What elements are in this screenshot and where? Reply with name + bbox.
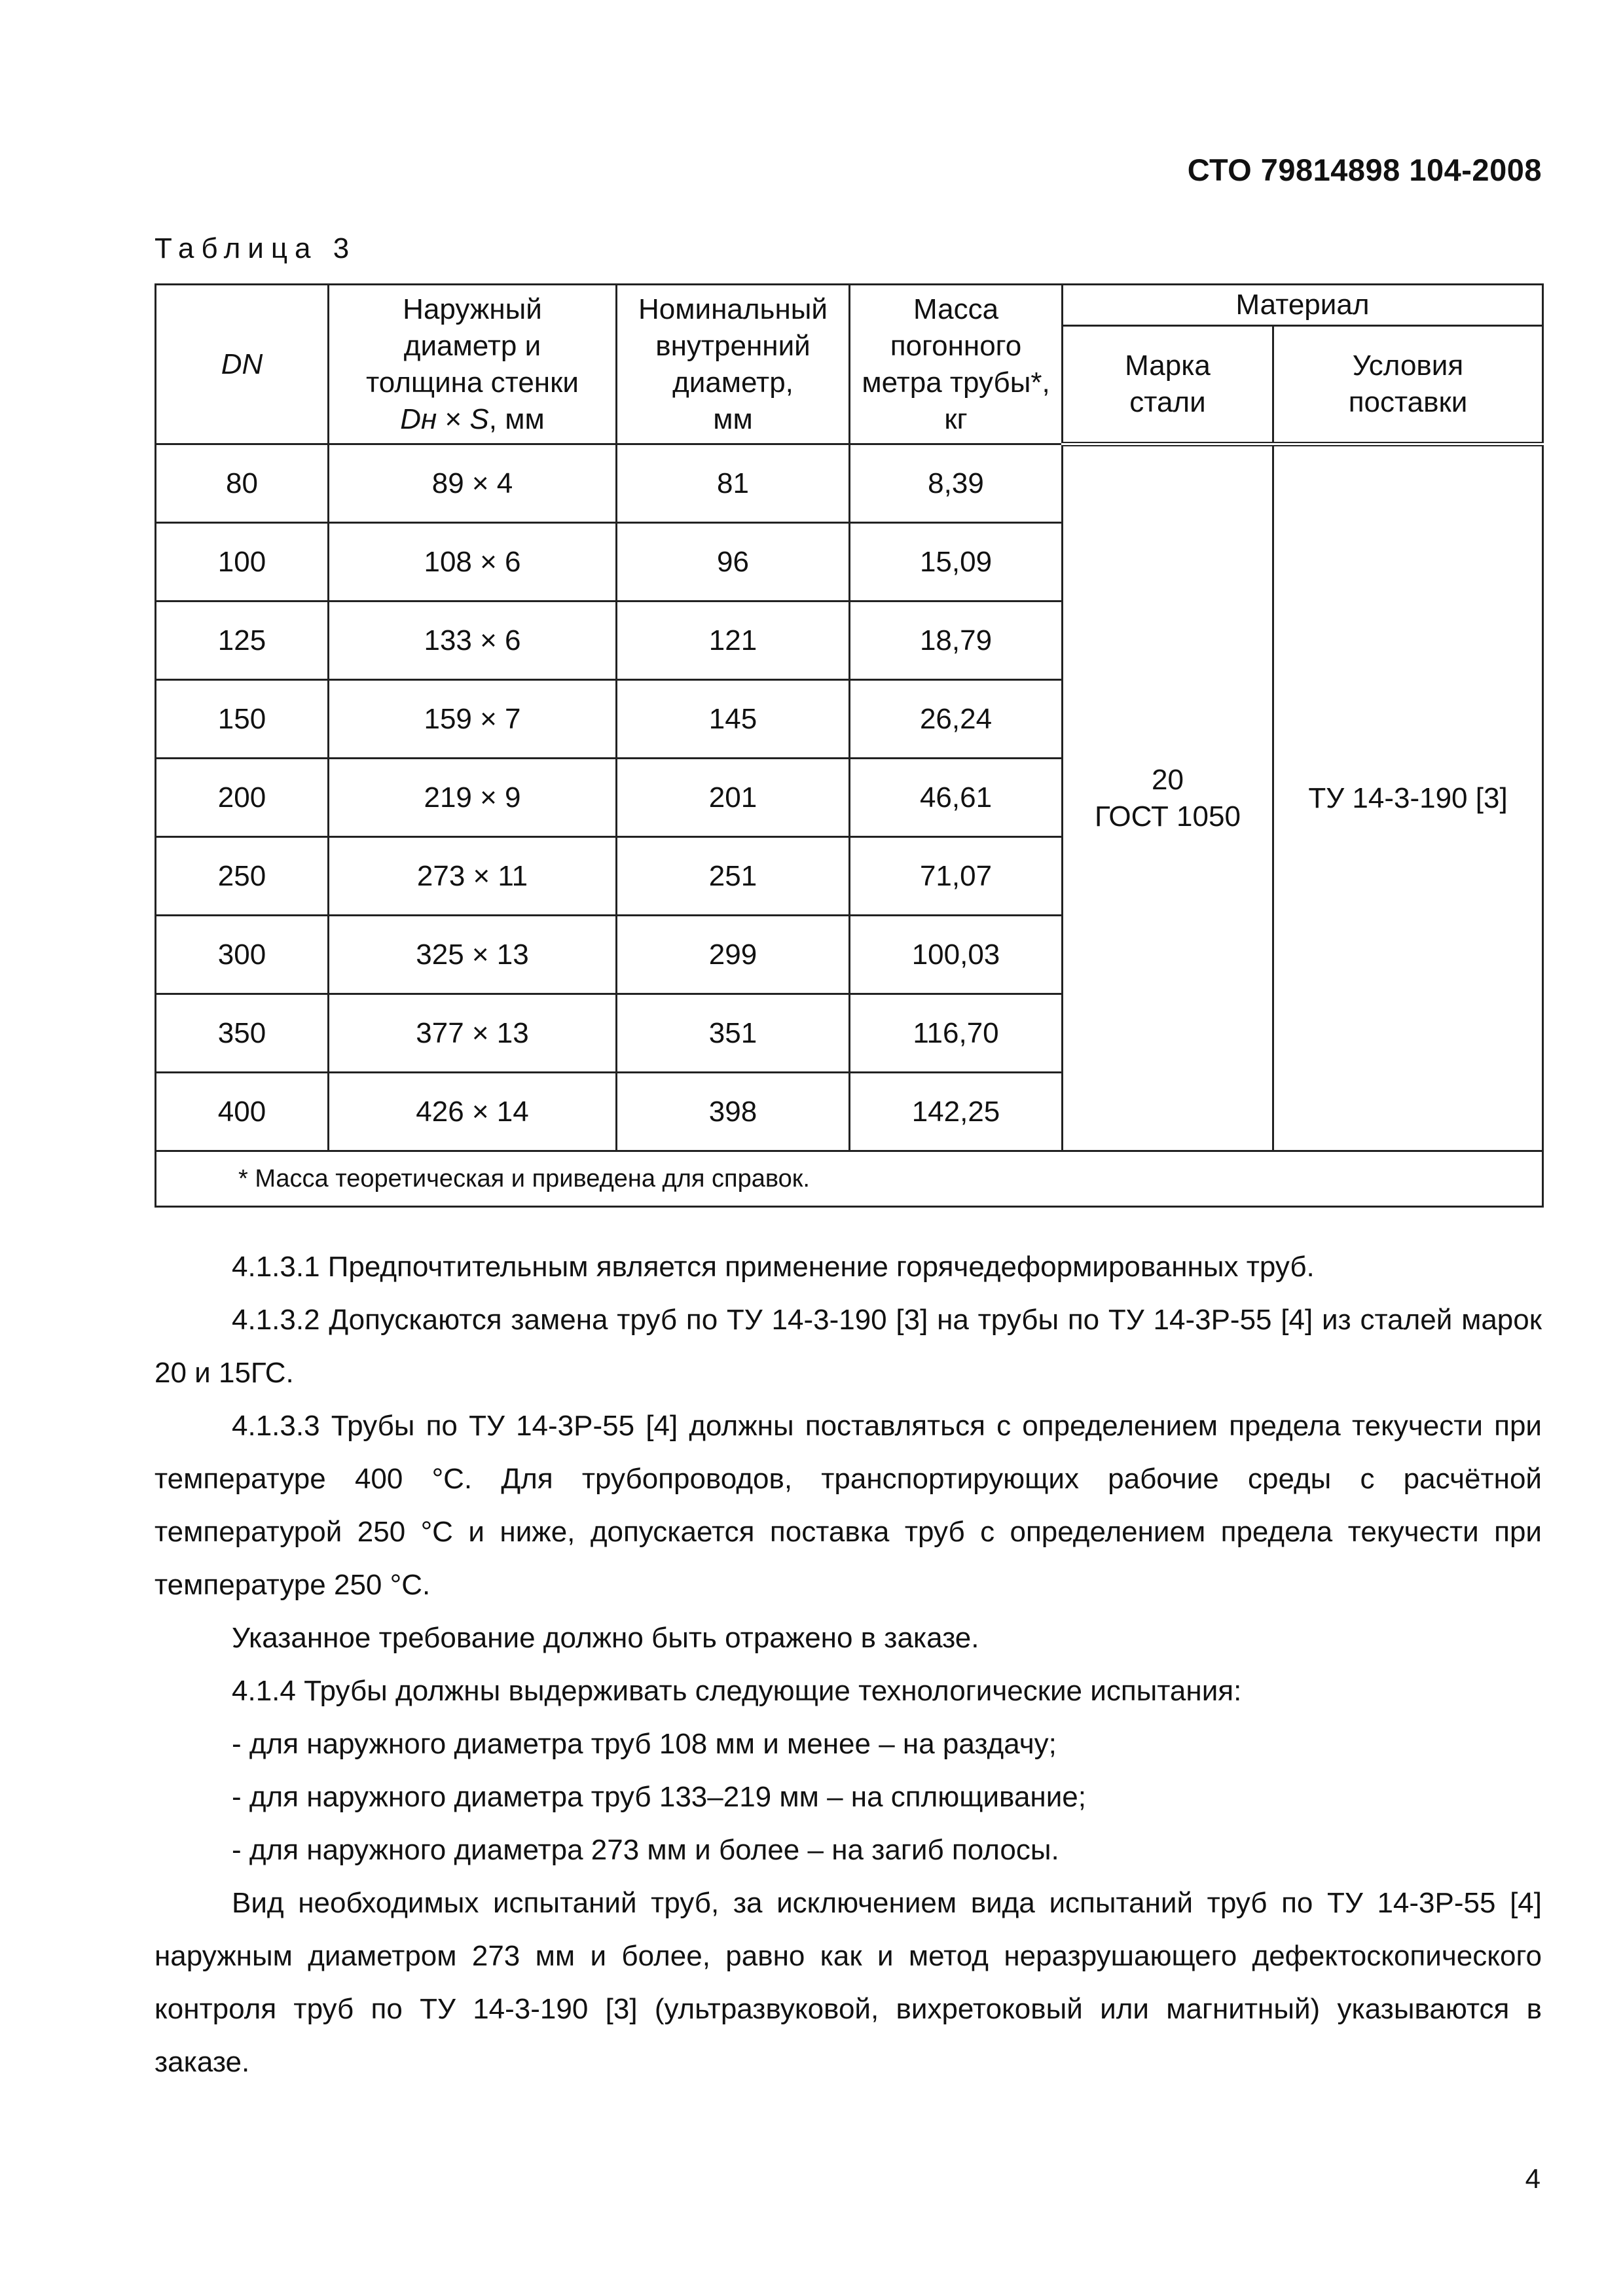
cell-size: 159 × 7	[329, 680, 617, 759]
cell-inner: 351	[617, 994, 850, 1073]
cell-size: 89 × 4	[329, 444, 617, 523]
page-number: 4	[1525, 2163, 1541, 2194]
cell-size: 325 × 13	[329, 916, 617, 994]
paragraph: 4.1.3.3 Трубы по ТУ 14-3Р-55 [4] должны поставляться с определением предела текучести при температуре 400 °С. Для трубопроводов, транспортирующих рабочие среды с расчётной температурой 250 °С и ниже, допускается поставка труб с определением предела текучести при температуре 250 °С.	[155, 1410, 1542, 1601]
cell-mass: 116,70	[850, 994, 1063, 1073]
paragraph: Вид необходимых испытаний труб, за исключением вида испытаний труб по ТУ 14-3Р-55 [4] наружным диаметром 273 мм и более, равно как и метод неразрушающего дефектоскопического контроля труб по ТУ 14-3-190 [3] (ультразвуковой, вихретоковый или магнитный) указываются в заказе.	[155, 1887, 1542, 2078]
header-dn: DN	[156, 285, 329, 444]
cell-mass: 71,07	[850, 837, 1063, 916]
document-code: СТО 79814898 104-2008	[1187, 152, 1542, 187]
cell-dn: 100	[156, 523, 329, 601]
cell-size: 426 × 14	[329, 1073, 617, 1151]
cell-steel-grade: 20 ГОСТ 1050	[1063, 444, 1273, 1151]
cell-dn: 200	[156, 759, 329, 837]
paragraph: Указанное требование должно быть отражено в заказе.	[232, 1622, 979, 1654]
cell-dn: 300	[156, 916, 329, 994]
cell-dn: 350	[156, 994, 329, 1073]
cell-inner: 251	[617, 837, 850, 916]
cell-dn: 125	[156, 601, 329, 680]
paragraph: 4.1.3.2 Допускаются замена труб по ТУ 14-3-190 [3] на трубы по ТУ 14-3Р-55 [4] из сталей марок 20 и 15ГС.	[155, 1304, 1542, 1389]
header-supply-conditions: Условия поставки	[1273, 326, 1543, 444]
cell-size: 133 × 6	[329, 601, 617, 680]
cell-inner: 201	[617, 759, 850, 837]
cell-mass: 26,24	[850, 680, 1063, 759]
cell-mass: 142,25	[850, 1073, 1063, 1151]
cell-mass: 18,79	[850, 601, 1063, 680]
cell-dn: 250	[156, 837, 329, 916]
header-steel-grade: Марка стали	[1063, 326, 1273, 444]
cell-size: 108 × 6	[329, 523, 617, 601]
cell-mass: 8,39	[850, 444, 1063, 523]
header-inner-diameter: Номинальный внутренний диаметр, мм	[617, 285, 850, 444]
header-material: Материал	[1063, 285, 1543, 326]
cell-inner: 398	[617, 1073, 850, 1151]
cell-inner: 96	[617, 523, 850, 601]
cell-size: 219 × 9	[329, 759, 617, 837]
cell-dn: 400	[156, 1073, 329, 1151]
cell-dn: 80	[156, 444, 329, 523]
paragraph: 4.1.3.1 Предпочтительным является применение горячедеформированных труб.	[232, 1251, 1315, 1283]
pipe-spec-table	[155, 283, 1544, 1208]
cell-size: 377 × 13	[329, 994, 617, 1073]
cell-inner: 121	[617, 601, 850, 680]
cell-supply-conditions: ТУ 14-3-190 [3]	[1273, 444, 1543, 1151]
cell-inner: 299	[617, 916, 850, 994]
header-mass: Масса погонного метра трубы*, кг	[850, 285, 1063, 444]
paragraph: 4.1.4 Трубы должны выдерживать следующие технологические испытания:	[232, 1675, 1242, 1707]
cell-size: 273 × 11	[329, 837, 617, 916]
cell-mass: 100,03	[850, 916, 1063, 994]
table-footnote: * Масса теоретическая и приведена для справок.	[156, 1151, 1543, 1207]
cell-inner: 81	[617, 444, 850, 523]
cell-mass: 15,09	[850, 523, 1063, 601]
list-item: - для наружного диаметра труб 133–219 мм – на сплющивание;	[232, 1781, 1086, 1813]
cell-inner: 145	[617, 680, 850, 759]
body-text	[155, 1240, 1542, 2089]
list-item: - для наружного диаметра труб 108 мм и менее – на раздачу;	[232, 1728, 1057, 1760]
cell-mass: 46,61	[850, 759, 1063, 837]
table-row	[156, 444, 1543, 523]
header-outer-diameter: Наружный диаметр и толщина стенки Dн × S, мм	[329, 285, 617, 444]
cell-dn: 150	[156, 680, 329, 759]
list-item: - для наружного диаметра 273 мм и более – на загиб полосы.	[232, 1834, 1059, 1866]
table-caption: Таблица 3	[155, 232, 357, 264]
